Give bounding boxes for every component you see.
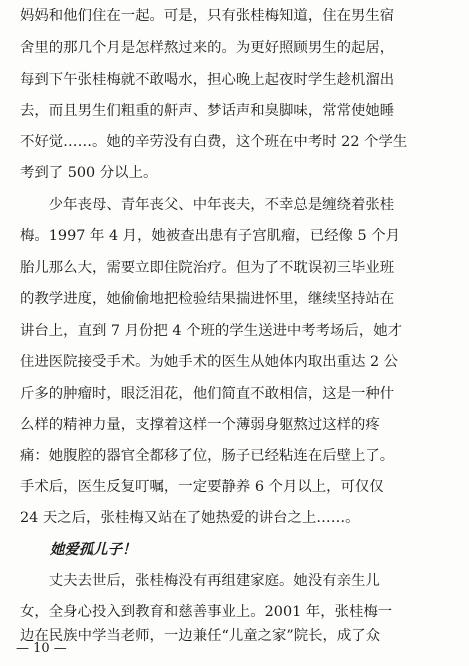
text-line: 手术后，医生反复叮嘱，一定要静养 6 个月以上，可仅仅 [20, 479, 384, 495]
text-line: 每到下午张桂梅就不敢喝水，担心晚上起夜时学生趁机溜出 [20, 72, 395, 88]
text-line: 住进医院接受手术。为她手术的医生从她体内取出重达 2 公 [20, 354, 399, 370]
text-line: 斤多的肿瘤时，眼泛泪花，他们简直不敢相信，这是一种什 [20, 386, 395, 402]
text-line: 考到了 500 分以上。 [20, 165, 158, 181]
text-line: 梅。1997 年 4 月，她被查出患有子宫肌瘤，已经像 5 个月 [20, 228, 401, 244]
text-line: 丈夫去世后，张桂梅没有再组建家庭。她没有亲生儿 [20, 573, 380, 589]
text-line: 去，而且男生们粗重的鼾声、梦话声和臭脚味，常常使她睡 [20, 103, 395, 119]
text-line: 痛：她腹腔的器官全都移了位，肠子已经粘连在后壁上了。 [20, 448, 395, 464]
text-line: 么样的精神力量，支撑着这样一个薄弱身躯熬过这样的疼 [20, 417, 380, 433]
section-heading: 她爱孤儿子！ [50, 541, 137, 558]
text-line: 不好觉……。她的辛劳没有白费，这个班在中考时 22 个学生 [20, 134, 408, 150]
text-line: 24 天之后，张桂梅又站在了她热爱的讲台之上……。 [20, 510, 360, 526]
text-line: 边在民族中学当老师，一边兼任“儿童之家”院长，成了众 [20, 628, 381, 644]
text-line: 的教学进度，她偷偷地把检验结果揣进怀里，继续坚持站在 [20, 291, 395, 307]
text-line: 舍里的那几个月是怎样熬过来的。为更好照顾男生的起居， [20, 40, 395, 56]
text-line: 少年丧母、青年丧父、中年丧夫，不幸总是缠绕着张桂 [20, 197, 395, 213]
text-line: 胎儿那么大，需要立即住院治疗。但为了不耽误初三毕业班 [20, 260, 395, 276]
text-line: 女，全身心投入到教育和慈善事业上。2001 年，张桂梅一 [20, 604, 393, 620]
text-line: 妈妈和他们住在一起。可是，只有张桂梅知道，住在男生宿 [20, 8, 395, 24]
page-number: — 10 — [16, 641, 67, 656]
text-line: 讲台上，直到 7 月份把 4 个班的学生送进中考考场后，她才 [20, 323, 402, 339]
